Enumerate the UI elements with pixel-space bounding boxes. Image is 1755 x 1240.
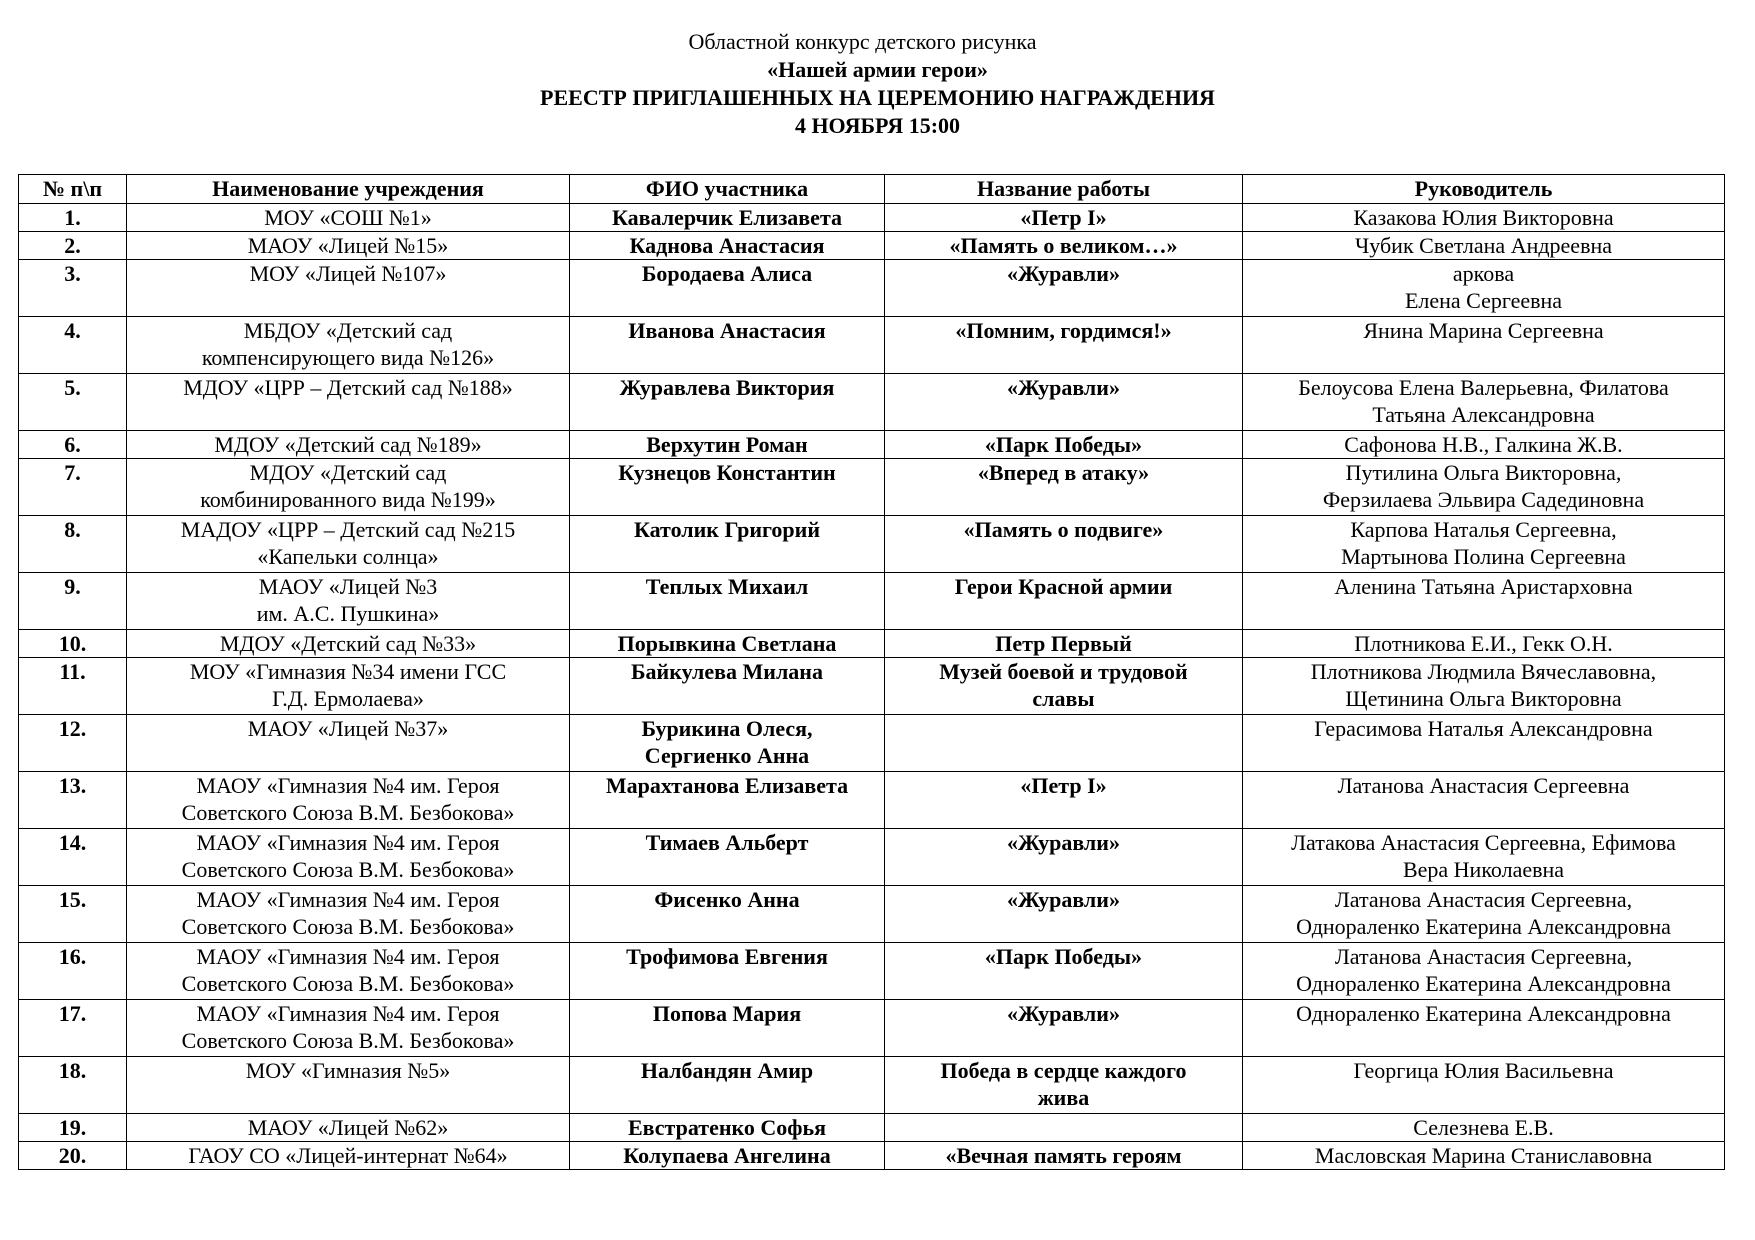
participant-cell — [570, 715, 885, 772]
institution-cell-line: МОУ «СОШ №1» — [264, 205, 432, 230]
work-title-cell-line: «Журавли» — [1007, 375, 1120, 400]
supervisor-cell — [1243, 630, 1725, 658]
work-title-cell — [885, 658, 1243, 715]
table-row — [19, 516, 1725, 573]
participant-cell-line: Католик Григорий — [633, 517, 821, 542]
table-row — [19, 1114, 1725, 1142]
participant-cell-line: Журавлева Виктория — [619, 375, 835, 400]
supervisor-cell-line: Латанова Анастасия Сергеевна — [1337, 773, 1630, 798]
participant-cell-line: Попова Мария — [652, 1001, 802, 1026]
row-number: 14. — [19, 829, 127, 886]
supervisor-cell-line: Однораленко Екатерина Александровна — [1296, 1001, 1671, 1026]
supervisor-cell — [1243, 374, 1725, 431]
institution-cell-line: МОУ «Гимназия №34 имени ГСС — [189, 659, 507, 684]
row-number: 8. — [19, 516, 127, 573]
institution-cell-line: Советского Союза В.М. Безбокова» — [181, 800, 515, 825]
work-title-cell-line: Музей боевой и трудовой — [939, 659, 1188, 684]
institution-cell-line: Советского Союза В.М. Безбокова» — [181, 914, 515, 939]
table-row — [19, 204, 1725, 232]
work-title-cell-line: Петр Первый — [995, 631, 1132, 656]
participant-cell — [570, 459, 885, 516]
contest-name: «Нашей армии герои» — [767, 57, 988, 82]
supervisor-cell — [1243, 459, 1725, 516]
table-row — [19, 573, 1725, 630]
participant-cell-line: Порывкина Светлана — [617, 631, 837, 656]
supervisor-cell — [1243, 260, 1725, 317]
institution-cell-line: МДОУ «Детский сад №189» — [214, 432, 482, 457]
institution-cell-line: МДОУ «Детский сад — [249, 460, 447, 485]
participant-cell — [570, 886, 885, 943]
supervisor-cell-line: Путилина Ольга Викторовна, — [1345, 460, 1622, 485]
work-title-cell — [885, 630, 1243, 658]
supervisor-cell — [1243, 886, 1725, 943]
participant-cell-line: Бородаева Алиса — [641, 261, 813, 286]
institution-cell — [127, 772, 570, 829]
table-row — [19, 232, 1725, 260]
institution-cell-line: МАОУ «Лицей №15» — [247, 233, 449, 258]
row-number: 20. — [19, 1142, 127, 1170]
supervisor-cell — [1243, 232, 1725, 260]
work-title-cell-line: «Помним, гордимся!» — [955, 318, 1172, 343]
row-number: 11. — [19, 658, 127, 715]
institution-cell-line: МАОУ «Гимназия №4 им. Героя — [196, 944, 500, 969]
table-row — [19, 658, 1725, 715]
row-number: 3. — [19, 260, 127, 317]
supervisor-cell-line: аркова — [1452, 261, 1515, 286]
institution-cell-line: МДОУ «Детский сад №33» — [219, 631, 477, 656]
work-title-cell-line: «Вперед в атаку» — [977, 460, 1150, 485]
table-body — [19, 204, 1725, 1170]
institution-cell-line: компенсирующего вида №126» — [201, 345, 495, 370]
supervisor-cell-line: Янина Марина Сергеевна — [1363, 318, 1604, 343]
participant-cell-line: Трофимова Евгения — [626, 944, 828, 969]
supervisor-cell — [1243, 204, 1725, 232]
participant-cell — [570, 772, 885, 829]
work-title-cell — [885, 886, 1243, 943]
participant-cell — [570, 573, 885, 630]
work-title-cell — [885, 459, 1243, 516]
work-title-cell-line: «Журавли» — [1007, 1001, 1120, 1026]
work-title-cell — [885, 431, 1243, 459]
supervisor-cell-line: Мартынова Полина Сергеевна — [1341, 544, 1626, 569]
row-number: 16. — [19, 943, 127, 1000]
supervisor-cell — [1243, 658, 1725, 715]
row-number: 6. — [19, 431, 127, 459]
institution-cell — [127, 1000, 570, 1057]
institution-cell-line: МАОУ «Гимназия №4 им. Героя — [196, 887, 500, 912]
institution-cell-line: МАОУ «Лицей №3 — [258, 574, 438, 599]
institution-cell-line: Советского Союза В.М. Безбокова» — [181, 857, 515, 882]
participant-cell-line: Бурикина Олеся, — [641, 716, 813, 741]
participant-cell-line: Кузнецов Константин — [618, 460, 836, 485]
institution-cell-line: им. А.С. Пушкина» — [256, 601, 440, 626]
institution-cell-line: ГАОУ СО «Лицей-интернат №64» — [188, 1143, 508, 1168]
supervisor-cell-line: Щетинина Ольга Викторовна — [1345, 686, 1622, 711]
supervisor-cell-line: Сафонова Н.В., Галкина Ж.В. — [1344, 432, 1623, 457]
institution-cell — [127, 317, 570, 374]
participant-cell — [570, 943, 885, 1000]
participant-cell — [570, 829, 885, 886]
table-row — [19, 715, 1725, 772]
work-title-cell-line: Победа в сердце каждого — [940, 1058, 1187, 1083]
supervisor-cell — [1243, 715, 1725, 772]
work-title-cell — [885, 260, 1243, 317]
work-title-cell — [885, 204, 1243, 232]
participant-cell-line: Кавалерчик Елизавета — [611, 205, 843, 230]
institution-cell — [127, 630, 570, 658]
column-header-participant: ФИО участника — [570, 175, 885, 204]
work-title-cell-line: «Журавли» — [1007, 830, 1120, 855]
work-title-cell — [885, 772, 1243, 829]
column-header-supervisor: Руководитель — [1243, 175, 1725, 204]
column-header-number: № п\п — [19, 175, 127, 204]
supervisor-cell-line: Георгица Юлия Васильевна — [1353, 1058, 1614, 1083]
work-title-cell-line: «Память о великом…» — [949, 233, 1178, 258]
supervisor-cell-line: Вера Николаевна — [1402, 857, 1565, 882]
row-number: 10. — [19, 630, 127, 658]
work-title-cell — [885, 516, 1243, 573]
participant-cell-line: Верхутин Роман — [646, 432, 808, 457]
row-number: 9. — [19, 573, 127, 630]
supervisor-cell-line: Однораленко Екатерина Александровна — [1296, 971, 1671, 996]
work-title-cell — [885, 943, 1243, 1000]
institution-cell — [127, 260, 570, 317]
institution-cell — [127, 573, 570, 630]
participant-cell-line: Колупаева Ангелина — [623, 1143, 831, 1168]
invitees-table — [18, 174, 1725, 1170]
institution-cell — [127, 829, 570, 886]
participant-cell-line: Тимаев Альберт — [645, 830, 809, 855]
participant-cell-line: Байкулева Милана — [631, 659, 823, 684]
participant-cell — [570, 260, 885, 317]
institution-cell — [127, 1057, 570, 1114]
participant-cell-line: Теплых Михаил — [645, 574, 809, 599]
institution-cell-line: МАОУ «Лицей №37» — [247, 716, 449, 741]
supervisor-cell — [1243, 829, 1725, 886]
institution-cell — [127, 943, 570, 1000]
institution-cell — [127, 459, 570, 516]
institution-cell-line: МДОУ «ЦРР – Детский сад №188» — [183, 375, 513, 400]
supervisor-cell — [1243, 943, 1725, 1000]
institution-cell-line: Советского Союза В.М. Безбокова» — [181, 971, 515, 996]
institution-cell-line: Советского Союза В.М. Безбокова» — [181, 1028, 515, 1053]
supervisor-cell — [1243, 516, 1725, 573]
supervisor-cell-line: Латакова Анастасия Сергеевна, Ефимова — [1291, 830, 1676, 855]
participant-cell — [570, 232, 885, 260]
institution-cell-line: МАОУ «Лицей №62» — [247, 1115, 449, 1140]
work-title-cell — [885, 573, 1243, 630]
institution-cell-line: МАОУ «Гимназия №4 им. Героя — [196, 773, 500, 798]
row-number: 15. — [19, 886, 127, 943]
institution-cell-line: Г.Д. Ермолаева» — [272, 686, 424, 711]
table-row — [19, 886, 1725, 943]
row-number: 1. — [19, 204, 127, 232]
supervisor-cell-line: Татьяна Александровна — [1372, 402, 1595, 427]
supervisor-cell — [1243, 772, 1725, 829]
work-title-cell — [885, 374, 1243, 431]
institution-cell — [127, 715, 570, 772]
supervisor-cell-line: Карпова Наталья Сергеевна, — [1350, 517, 1617, 542]
participant-cell — [570, 1000, 885, 1057]
table-row — [19, 317, 1725, 374]
table-row — [19, 943, 1725, 1000]
institution-cell — [127, 374, 570, 431]
row-number: 12. — [19, 715, 127, 772]
supervisor-cell — [1243, 431, 1725, 459]
participant-cell-line: Евстратенко Софья — [627, 1115, 827, 1140]
participant-cell — [570, 658, 885, 715]
work-title-cell — [885, 1114, 1243, 1142]
participant-cell — [570, 1142, 885, 1170]
participant-cell — [570, 431, 885, 459]
row-number: 18. — [19, 1057, 127, 1114]
work-title-cell — [885, 232, 1243, 260]
supervisor-cell-line: Селезнева Е.В. — [1413, 1115, 1554, 1140]
participant-cell-line: Иванова Анастасия — [628, 318, 826, 343]
institution-cell-line: «Капельки солнца» — [257, 544, 439, 569]
participant-cell — [570, 317, 885, 374]
table-row — [19, 374, 1725, 431]
supervisor-cell-line: Аленина Татьяна Аристарховна — [1334, 574, 1633, 599]
table-row — [19, 431, 1725, 459]
work-title-cell-line: «Журавли» — [1007, 887, 1120, 912]
supervisor-cell-line: Чубик Светлана Андреевна — [1354, 233, 1613, 258]
work-title-cell — [885, 1000, 1243, 1057]
participant-cell — [570, 204, 885, 232]
row-number: 7. — [19, 459, 127, 516]
participant-cell-line: Марахтанова Елизавета — [605, 773, 849, 798]
document-header — [0, 28, 1755, 140]
table-row — [19, 459, 1725, 516]
participant-cell — [570, 516, 885, 573]
work-title-cell — [885, 715, 1243, 772]
supervisor-cell-line: Плотникова Е.И., Гекк О.Н. — [1354, 631, 1613, 656]
institution-cell-line: МОУ «Лицей №107» — [249, 261, 447, 286]
institution-cell — [127, 431, 570, 459]
row-number: 2. — [19, 232, 127, 260]
column-header-work: Название работы — [885, 175, 1243, 204]
supervisor-cell-line: Казакова Юлия Викторовна — [1353, 205, 1614, 230]
participant-cell-line: Сергиенко Анна — [644, 743, 810, 768]
table-row — [19, 772, 1725, 829]
registry-title: РЕЕСТР ПРИГЛАШЕННЫХ НА ЦЕРЕМОНИЮ НАГРАЖДЕНИЯ — [540, 85, 1215, 110]
table-header-row — [19, 175, 1725, 204]
institution-cell — [127, 1142, 570, 1170]
institution-cell — [127, 516, 570, 573]
participant-cell — [570, 1114, 885, 1142]
table-row — [19, 829, 1725, 886]
table-row — [19, 1000, 1725, 1057]
supervisor-cell — [1243, 1057, 1725, 1114]
institution-cell-line: МБДОУ «Детский сад — [243, 318, 453, 343]
table-row — [19, 260, 1725, 317]
work-title-cell-line: Герои Красной армии — [954, 574, 1173, 599]
participant-cell-line: Фисенко Анна — [654, 887, 800, 912]
supervisor-cell-line: Белоусова Елена Валерьевна, Филатова — [1298, 375, 1669, 400]
work-title-cell-line: «Память о подвиге» — [963, 517, 1164, 542]
supervisor-cell — [1243, 1000, 1725, 1057]
institution-cell-line: комбинированного вида №199» — [200, 487, 496, 512]
work-title-cell-line: «Журавли» — [1007, 261, 1120, 286]
participant-cell-line: Налбандян Амир — [640, 1058, 814, 1083]
ceremony-datetime: 4 НОЯБРЯ 15:00 — [794, 113, 961, 138]
work-title-cell — [885, 1142, 1243, 1170]
supervisor-cell — [1243, 317, 1725, 374]
work-title-cell-line: «Петр I» — [1020, 205, 1107, 230]
supervisor-cell — [1243, 1114, 1725, 1142]
work-title-cell-line: «Парк Победы» — [984, 432, 1143, 457]
row-number: 19. — [19, 1114, 127, 1142]
supervisor-cell — [1243, 1142, 1725, 1170]
work-title-cell — [885, 1057, 1243, 1114]
table-row — [19, 1057, 1725, 1114]
table-row — [19, 630, 1725, 658]
supervisor-cell-line: Масловская Марина Станиславовна — [1314, 1143, 1653, 1168]
institution-cell — [127, 1114, 570, 1142]
work-title-cell-line: «Вечная память героям — [945, 1143, 1182, 1168]
work-title-cell-line: жива — [1037, 1085, 1090, 1110]
supervisor-cell-line: Латанова Анастасия Сергеевна, — [1334, 887, 1633, 912]
work-title-cell — [885, 317, 1243, 374]
row-number: 17. — [19, 1000, 127, 1057]
work-title-cell-line: «Парк Победы» — [984, 944, 1143, 969]
participant-cell — [570, 630, 885, 658]
supervisor-cell-line: Плотникова Людмила Вячеславовна, — [1310, 659, 1657, 684]
institution-cell-line: МАОУ «Гимназия №4 им. Героя — [196, 1001, 500, 1026]
row-number: 4. — [19, 317, 127, 374]
supervisor-cell-line: Латанова Анастасия Сергеевна, — [1334, 944, 1633, 969]
supervisor-cell-line: Однораленко Екатерина Александровна — [1296, 914, 1671, 939]
work-title-cell-line: «Петр I» — [1020, 773, 1107, 798]
institution-cell — [127, 204, 570, 232]
contest-title: Областной конкурс детского рисунка — [688, 29, 1037, 54]
supervisor-cell-line: Герасимова Наталья Александровна — [1314, 716, 1653, 741]
participant-cell — [570, 1057, 885, 1114]
supervisor-cell-line: Елена Сергеевна — [1404, 288, 1563, 313]
institution-cell-line: МАОУ «Гимназия №4 им. Героя — [196, 830, 500, 855]
institution-cell-line: МОУ «Гимназия №5» — [245, 1058, 451, 1083]
supervisor-cell — [1243, 573, 1725, 630]
work-title-cell — [885, 829, 1243, 886]
institution-cell — [127, 232, 570, 260]
institution-cell — [127, 886, 570, 943]
column-header-institution: Наименование учреждения — [127, 175, 570, 204]
table-row — [19, 1142, 1725, 1170]
institution-cell-line: МАДОУ «ЦРР – Детский сад №215 — [180, 517, 516, 542]
participant-cell-line: Каднова Анастасия — [629, 233, 825, 258]
supervisor-cell-line: Ферзилаева Эльвира Садединовна — [1322, 487, 1645, 512]
institution-cell — [127, 658, 570, 715]
participant-cell — [570, 374, 885, 431]
row-number: 13. — [19, 772, 127, 829]
row-number: 5. — [19, 374, 127, 431]
work-title-cell-line: славы — [1032, 686, 1095, 711]
